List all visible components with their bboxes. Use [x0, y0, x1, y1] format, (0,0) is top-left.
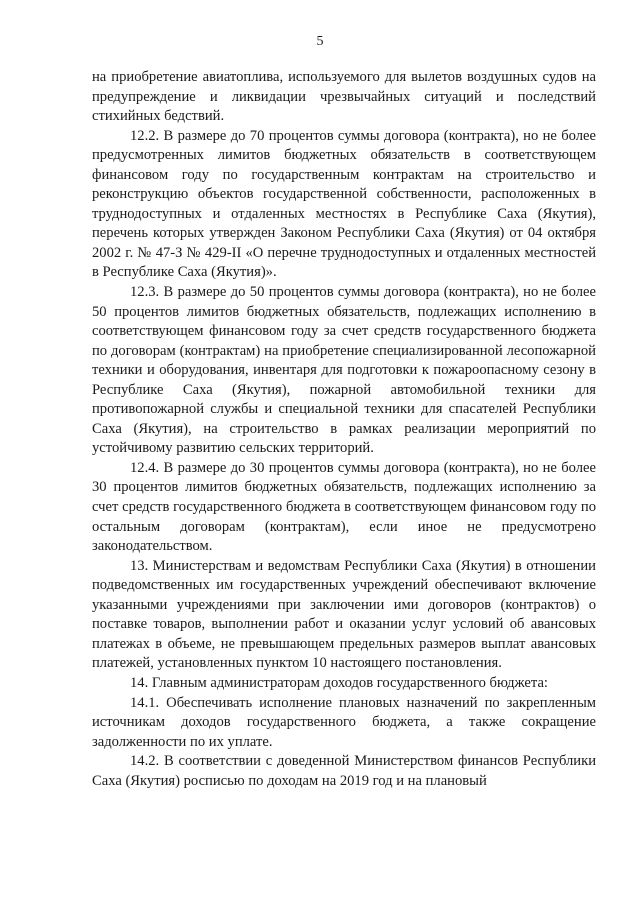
paragraph-12-2: 12.2. В размере до 70 процентов суммы договора (контракта), но не более предусмотренных лимитов бюджетных обязательств в соответствующем финансовом году по государственным контрактам на строительство и реконструкцию объектов государственной собственности, расположенных в труднодоступных и отдаленных местностях в Республике Саха (Якутия), перечень которых утвержден Законом Республики Саха (Якутия) от 04 октября 2002 г. № 47-З № 429-II «О перечне труднодоступных и отдаленных местностей в Республике Саха (Якутия)».	[92, 127, 596, 281]
paragraph-12-3: 12.3. В размере до 50 процентов суммы договора (контракта), но не более 50 процентов лимитов бюджетных обязательств, подлежащих исполнению в соответствующем финансовом году за счет средств государственного бюджета по договорам (контрактам) на приобретение специализированной лесопожарной техники и оборудования, инвентаря для подготовки к пожароопасному сезону в Республике Саха (Якутия), пожарной автомобильной техники для противопожарной службы и специальной техники для спасателей Республики Саха (Якутия), на строительство в рамках реализации мероприятий по устойчивому развитию сельских территорий.	[92, 284, 596, 457]
document-body	[92, 68, 596, 791]
paragraph-continuation: на приобретение авиатоплива, используемого для вылетов воздушных судов на предупреждение и ликвидации чрезвычайных ситуаций и последствий стихийных бедствий.	[92, 69, 596, 125]
paragraph-14: 14. Главным администраторам доходов государственного бюджета:	[130, 674, 548, 691]
page-number: 5	[316, 34, 324, 49]
paragraph-12-4: 12.4. В размере до 30 процентов суммы договора (контракта), но не более 30 процентов лимитов бюджетных обязательств, подлежащих исполнению за счет средств государственного бюджета в соответствующем финансовом году по остальным договорам (контрактам), если иное не предусмотрено законодательством.	[92, 459, 596, 555]
paragraph-13: 13. Министерствам и ведомствам Республики Саха (Якутия) в отношении подведомственных им государственных учреждений обеспечивают включение указанными учреждениями при заключении ими договоров (контрактов) о поставке товаров, выполнении работ и оказании услуг условий об авансовых платежах в объеме, не превышающем предельных размеров выплат авансовых платежей, установленных пунктом 10 настоящего постановления.	[92, 557, 596, 672]
paragraph-14-2: 14.2. В соответствии с доведенной Министерством финансов Республики Саха (Якутия) росписью по доходам на 2019 год и на плановый	[92, 753, 596, 789]
paragraph-14-1: 14.1. Обеспечивать исполнение плановых назначений по закрепленным источникам доходов государственного бюджета, а также сокращение задолженности по их уплате.	[92, 694, 596, 750]
